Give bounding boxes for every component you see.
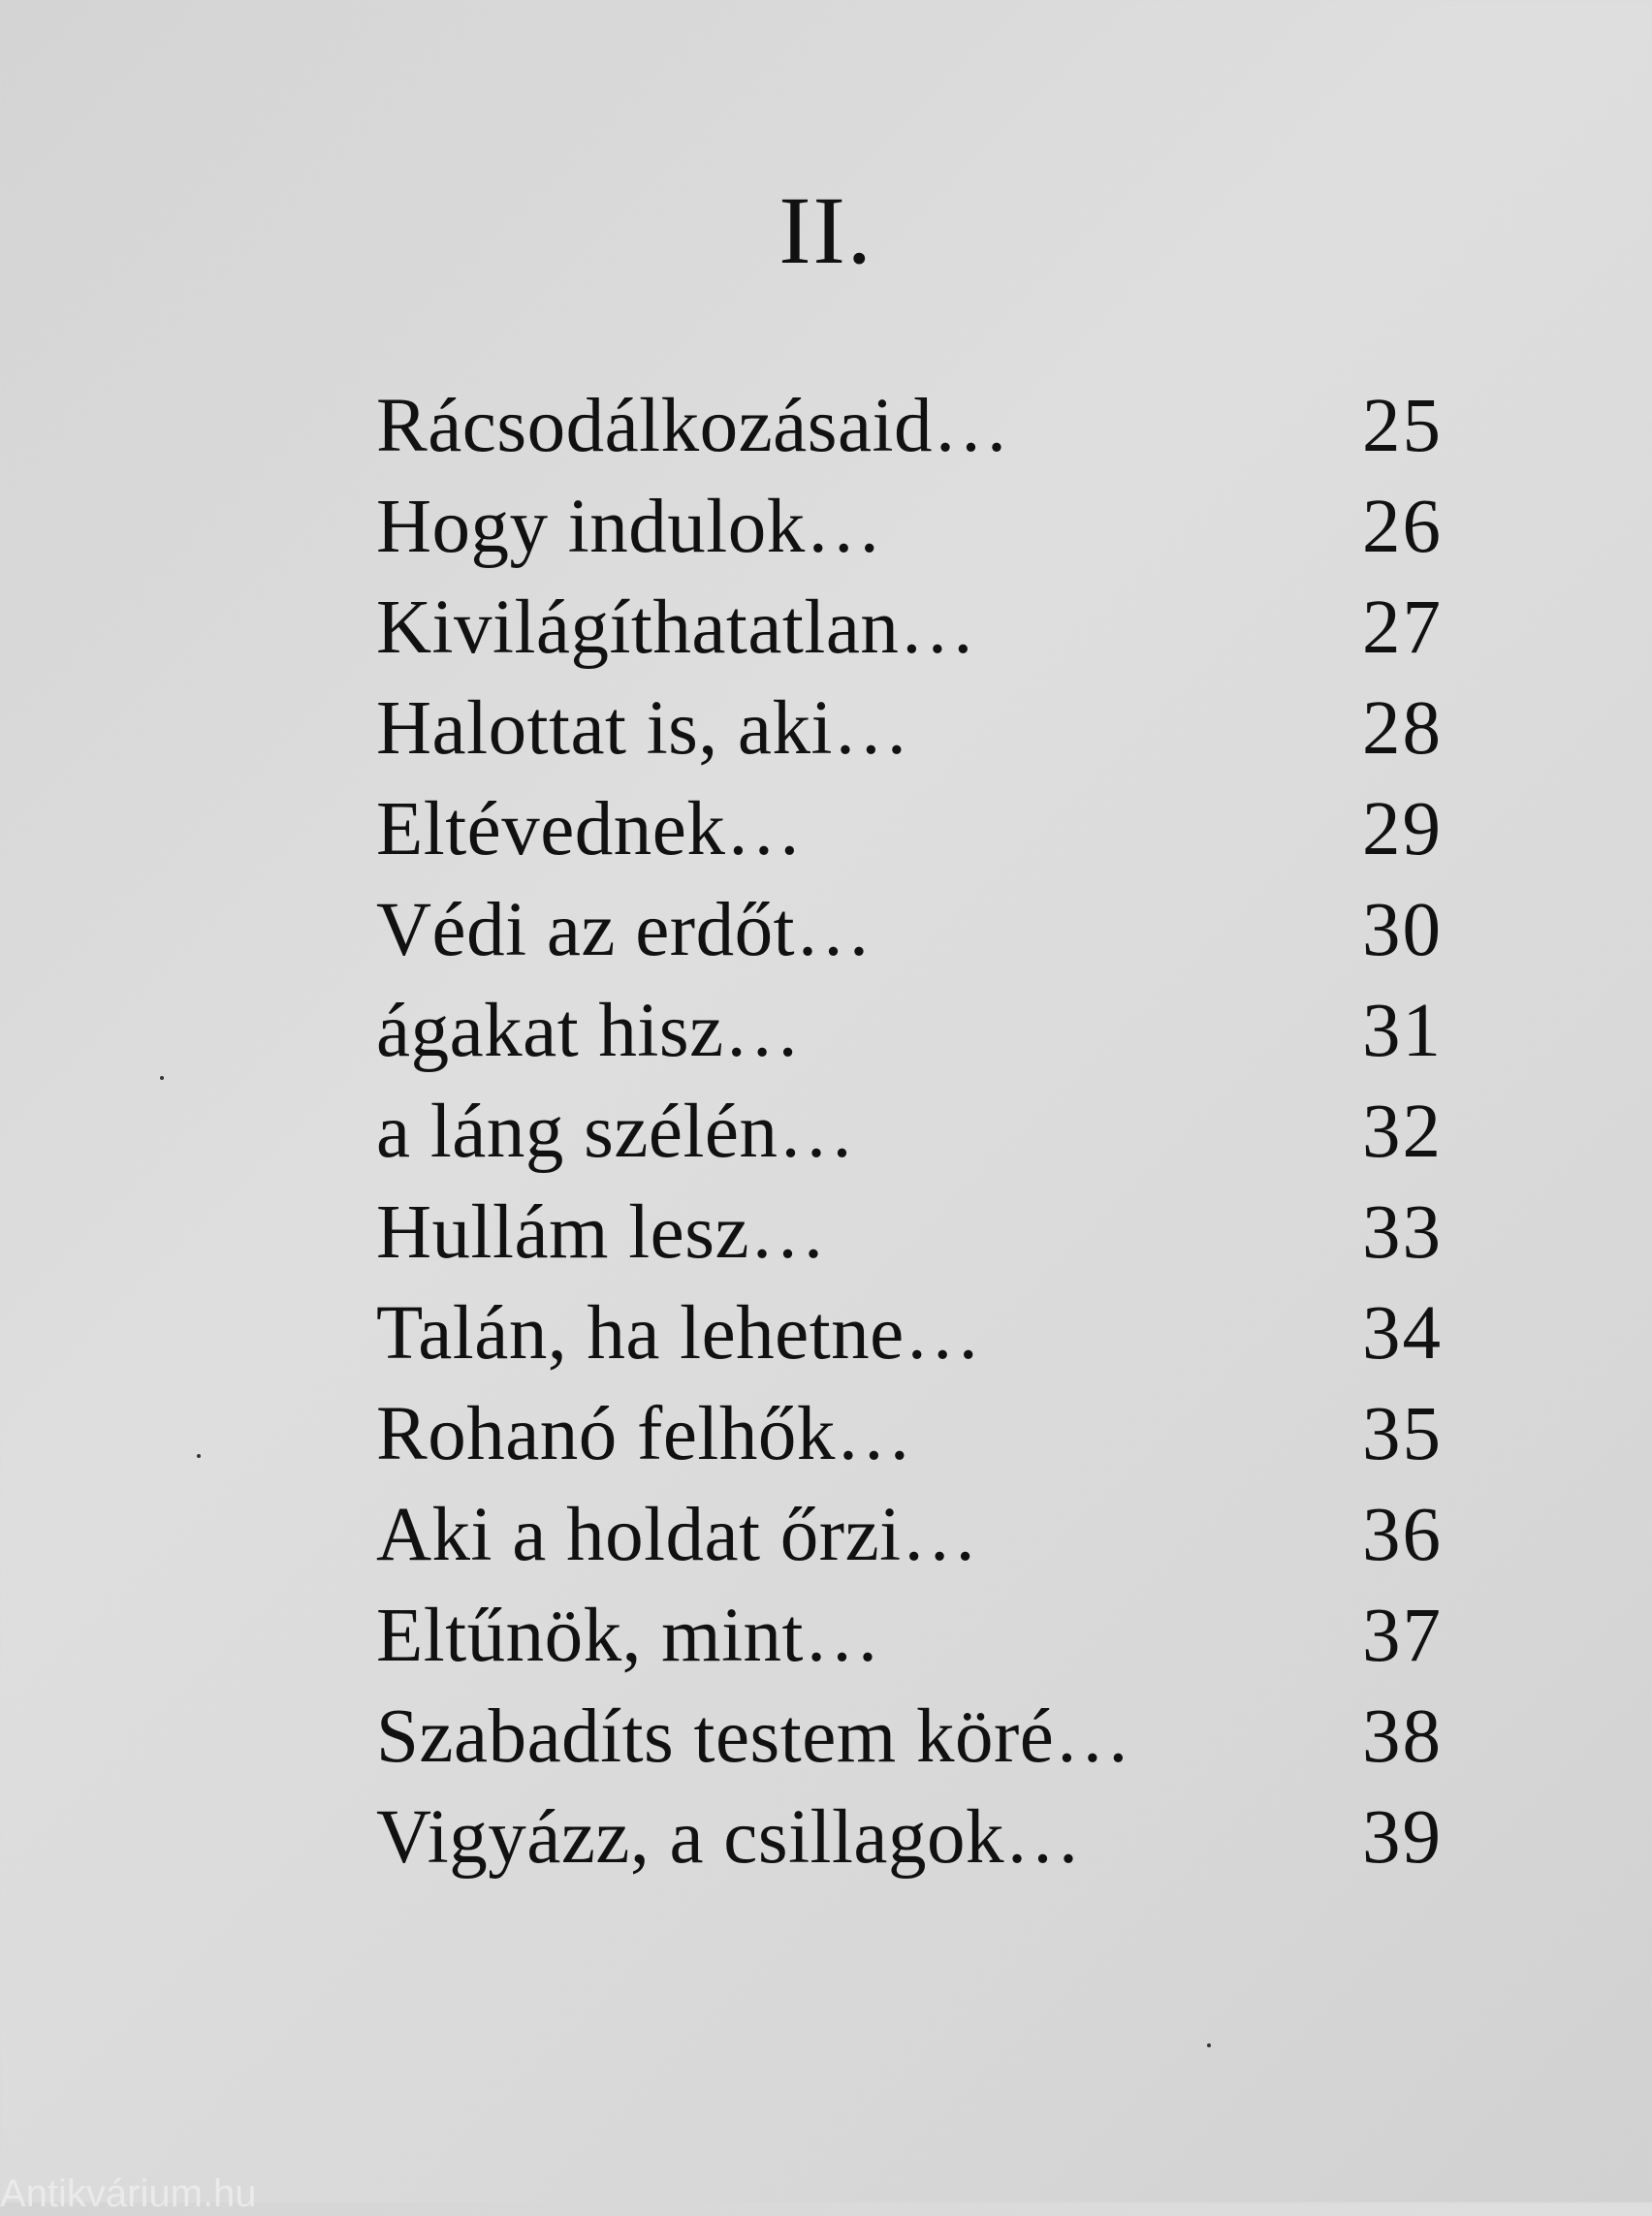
toc-entry-title: Eltévednek… <box>376 787 803 871</box>
toc-entry-page: 26 <box>1362 485 1443 569</box>
toc-entry <box>376 578 1443 679</box>
toc-entry-page: 35 <box>1362 1392 1443 1476</box>
toc-entry-page: 29 <box>1362 787 1443 871</box>
toc-entry-page: 34 <box>1362 1291 1443 1376</box>
table-of-contents <box>376 376 1443 1888</box>
toc-entry <box>376 679 1443 779</box>
toc-entry-page: 27 <box>1362 586 1443 670</box>
toc-entry <box>376 779 1443 880</box>
toc-entry-title: Eltűnök, mint… <box>376 1594 881 1678</box>
toc-entry-title: Hogy indulok… <box>376 485 883 569</box>
toc-entry-page: 37 <box>1362 1594 1443 1678</box>
toc-entry-title: a láng szélén… <box>376 1090 855 1174</box>
paper-speck <box>160 1076 164 1080</box>
toc-entry-title: Szabadíts testem köré… <box>376 1694 1131 1779</box>
toc-entry-title: Talán, ha lehetne… <box>376 1291 982 1376</box>
toc-entry-title: Kivilágíthatatlan… <box>376 586 976 670</box>
toc-entry <box>376 1485 1443 1586</box>
toc-entry-page: 32 <box>1362 1090 1443 1174</box>
toc-entry <box>376 1788 1443 1888</box>
toc-entry <box>376 880 1443 981</box>
toc-entry <box>376 1283 1443 1384</box>
toc-entry-title: Hullám lesz… <box>376 1190 827 1275</box>
toc-entry <box>376 1183 1443 1283</box>
toc-entry-page: 28 <box>1362 686 1443 771</box>
toc-entry-title: ágakat hisz… <box>376 989 802 1073</box>
paper-speck <box>1207 2043 1211 2047</box>
toc-entry <box>376 1687 1443 1788</box>
toc-entry <box>376 1586 1443 1687</box>
toc-entry-title: Védi az erdőt… <box>376 888 873 972</box>
toc-entry-page: 36 <box>1362 1493 1443 1577</box>
toc-entry-page: 31 <box>1362 989 1443 1073</box>
toc-entry-page: 33 <box>1362 1190 1443 1275</box>
toc-entry-title: Rohanó felhők… <box>376 1392 913 1476</box>
toc-entry-title: Rácsodálkozásaid… <box>376 384 1010 468</box>
toc-entry <box>376 477 1443 578</box>
toc-entry-page: 38 <box>1362 1694 1443 1779</box>
toc-entry <box>376 1082 1443 1183</box>
toc-entry-page: 25 <box>1362 384 1443 468</box>
toc-entry <box>376 376 1443 477</box>
toc-entry <box>376 981 1443 1082</box>
section-heading: II. <box>778 176 874 284</box>
toc-entry-page: 30 <box>1362 888 1443 972</box>
toc-entry-page: 39 <box>1362 1795 1443 1880</box>
toc-entry-title: Aki a holdat őrzi… <box>376 1493 979 1577</box>
toc-entry-title: Halottat is, aki… <box>376 686 910 771</box>
watermark-text: Antikvárium.hu <box>0 2172 257 2215</box>
toc-entry-title: Vigyázz, a csillagok… <box>376 1795 1082 1880</box>
paper-speck <box>197 1454 201 1458</box>
toc-entry <box>376 1384 1443 1485</box>
